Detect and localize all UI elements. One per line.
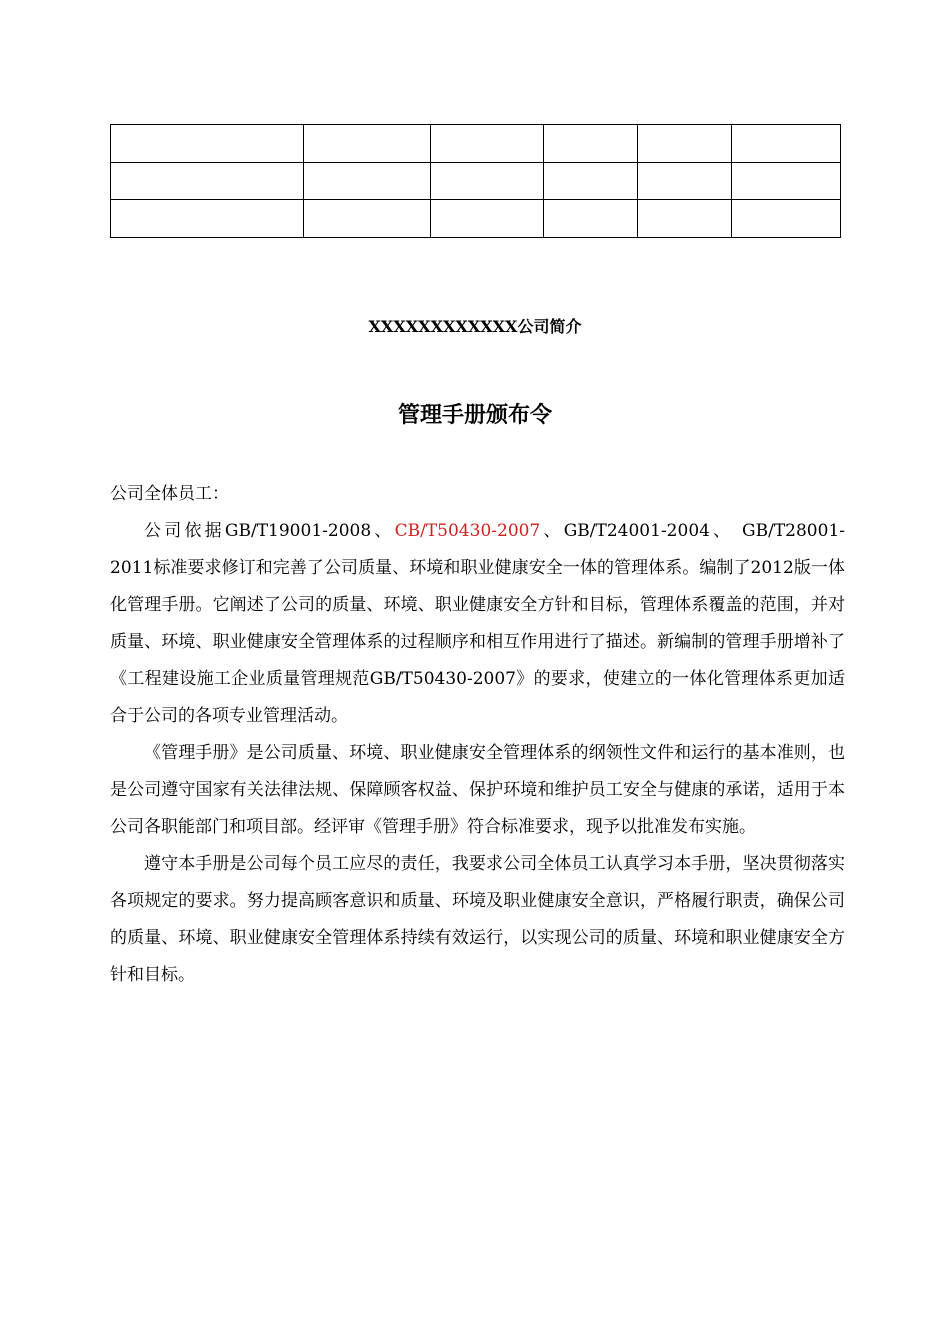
paragraph-1-start: 公司依据GB/T19001-2008、 <box>144 521 395 541</box>
table-row <box>111 125 841 163</box>
highlighted-standard: CB/T50430-2007 <box>394 521 541 541</box>
table-cell <box>304 125 431 163</box>
table-cell <box>732 200 841 238</box>
table-cell <box>304 162 431 200</box>
table-cell <box>638 200 732 238</box>
paragraph-1-end: 、GB/T24001-2004、 GB/T28001-2011标准要求修订和完善了公司质量、环境和职业健康安全一体的管理体系。编制了2012版一体化管理手册。它阐述了公司的质量、环境、职业健康安全方针和目标，管理体系覆盖的范围，并对质量、环境、职业健康安全管理体系的过程顺序和相互作用进行了描述。新编制的管理手册增补了《工程建设施工企业质量管理规范GB/T50430-2007》的要求，使建立的一体化管理体系更加适合于公司的各项专业管理活动。 <box>110 521 846 726</box>
table-cell <box>111 125 304 163</box>
table-cell <box>544 162 638 200</box>
table-row <box>111 162 841 200</box>
table-cell <box>431 200 544 238</box>
table-cell <box>638 125 732 163</box>
company-title: XXXXXXXXXXXX公司简介 <box>368 317 582 336</box>
table-cell <box>638 162 732 200</box>
table-cell <box>732 125 841 163</box>
table-cell <box>544 200 638 238</box>
table-cell <box>304 200 431 238</box>
table-cell <box>431 125 544 163</box>
header-table <box>110 124 841 238</box>
document-body <box>110 476 845 994</box>
paragraph-1 <box>110 513 845 735</box>
table-cell <box>544 125 638 163</box>
table-cell <box>111 200 304 238</box>
salutation: 公司全体员工： <box>110 484 229 504</box>
table-cell <box>732 162 841 200</box>
table-cell <box>431 162 544 200</box>
paragraph-3: 遵守本手册是公司每个员工应尽的责任，我要求公司全体员工认真学习本手册，坚决贯彻落实各项规定的要求。努力提高顾客意识和质量、环境及职业健康安全意识，严格履行职责，确保公司的质量、环境、职业健康安全管理体系持续有效运行，以实现公司的质量、环境和职业健康安全方针和目标。 <box>110 854 845 985</box>
table-cell <box>111 162 304 200</box>
document-title: 管理手册颁布令 <box>397 402 552 428</box>
table-row <box>111 200 841 238</box>
paragraph-2: 《管理手册》是公司质量、环境、职业健康安全管理体系的纲领性文件和运行的基本准则，也是公司遵守国家有关法律法规、保障顾客权益、保护环境和维护员工安全与健康的承诺，适用于本公司各职能部门和项目部。经评审《管理手册》符合标准要求，现予以批准发布实施。 <box>110 743 845 837</box>
